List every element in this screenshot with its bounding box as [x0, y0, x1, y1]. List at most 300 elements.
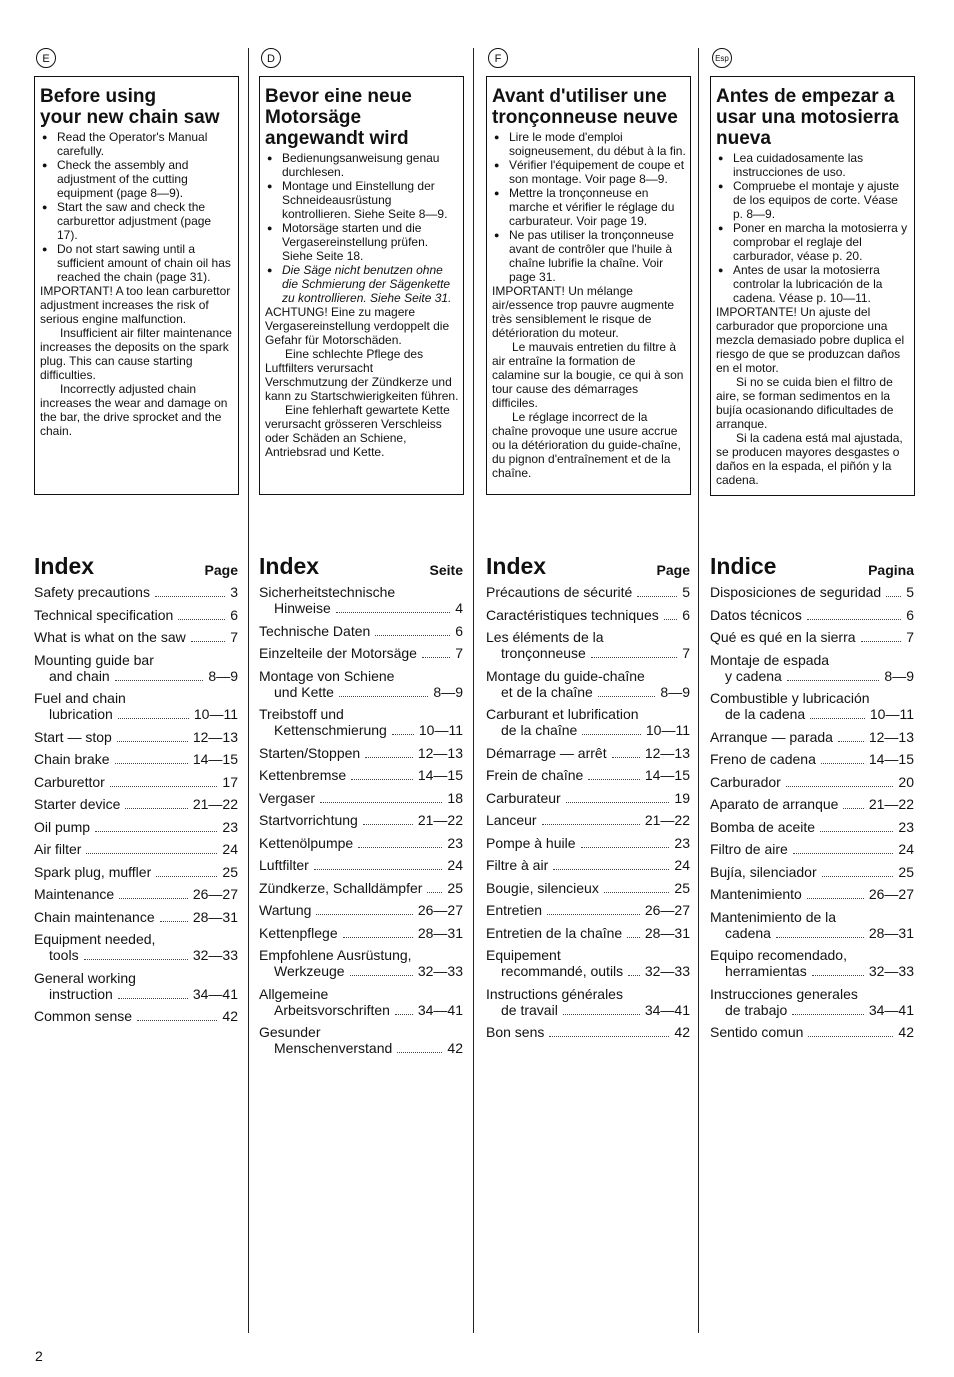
dot-leader: [807, 898, 864, 899]
checklist-item: ● Do not start sawing until a sufficient amount of chain oil has reached the chain (page 31).: [40, 242, 234, 284]
checklist-item: ● Vérifier l'équipement de coupe et son montage. Voir page 8—9.: [492, 158, 686, 186]
dot-leader: [838, 741, 864, 742]
dot-leader: [339, 696, 428, 697]
toc-entry-title: Précautions de sécurité: [486, 584, 633, 600]
toc-entry: [34, 841, 238, 857]
column-divider: [473, 48, 474, 1333]
language-badge: E: [36, 48, 56, 68]
toc-entry-page: 26—27: [192, 886, 238, 902]
dot-leader: [363, 824, 413, 825]
toc-entry: [259, 668, 463, 700]
language-column-e: [34, 48, 244, 1024]
dot-leader: [628, 975, 640, 976]
toc-entry: [486, 584, 690, 600]
toc-entry-title: Treibstoff und: [259, 706, 344, 722]
toc-entry-page: 14—15: [192, 751, 238, 767]
toc-entry-title: Common sense: [34, 1008, 133, 1024]
before-use-box: [486, 76, 691, 495]
toc-entry-page: 24: [447, 857, 463, 873]
toc-entry-page: 34—41: [868, 1001, 914, 1018]
dot-leader: [776, 937, 864, 938]
warning-paragraph: Si la cadena está mal ajustada, se producen mayores desgastes o daños en la espada, el piñón y la cadena.: [716, 431, 903, 487]
toc-entry: [34, 729, 238, 745]
dot-leader: [160, 921, 188, 922]
dot-leader: [110, 786, 218, 787]
box-title-line: nueva: [716, 128, 771, 149]
toc-entry-title: Carburant et lubrification: [486, 706, 639, 722]
toc-entry-page: 28—31: [192, 908, 238, 925]
toc-entry-title: Chain maintenance: [34, 908, 155, 925]
toc-entry-title: Allgemeine: [259, 985, 329, 1002]
box-title-line: angewandt wird: [265, 128, 409, 149]
language-column-esp: [710, 48, 920, 1040]
toc-entry-title: de trabajo: [725, 1001, 788, 1018]
toc-entry: [259, 1024, 463, 1056]
dot-leader: [843, 808, 863, 809]
toc-entry-page: 34—41: [417, 1001, 463, 1018]
toc-entry-page: 23: [447, 834, 463, 851]
toc-entry-title: Kettenschmierung: [274, 722, 387, 738]
dot-leader: [787, 680, 880, 681]
toc-entry: [34, 819, 238, 835]
warning-paragraph: Le réglage incorrect de la chaîne provoque une usure accrue ou la détérioration du guide-chaîne, du pignon d'entraînement et de la chaîne.: [492, 410, 681, 480]
checklist-item: ● Read the Operator's Manual carefully.: [40, 130, 234, 158]
toc-entry-title: Vergaser: [259, 789, 316, 806]
toc-entry-page: 8—9: [433, 683, 463, 700]
dot-leader: [117, 741, 188, 742]
toc-entry-title: Chain brake: [34, 751, 110, 767]
toc-entry-page: 25: [898, 863, 914, 880]
checklist-item: ● Antes de usar la motosierra controlar la lubricación de la cadena. Véase p. 10—11.: [716, 263, 910, 305]
dot-leader: [125, 808, 187, 809]
toc-entry-title: and chain: [49, 667, 110, 684]
warning-paragraph: ACHTUNG! Eine zu magere Vergasereinstellung verdoppelt die Gefahr für Motorschäden.: [265, 305, 450, 347]
toc-entry-page: 19: [674, 789, 690, 806]
checklist: [492, 130, 686, 284]
dot-leader: [664, 619, 677, 620]
dot-leader: [563, 1014, 640, 1015]
toc-entry-title: Sentido comun: [710, 1024, 804, 1040]
toc-entry: [486, 745, 690, 761]
toc-entry-page: 7: [682, 645, 690, 661]
toc-entry-title: Mounting guide bar: [34, 651, 154, 668]
table-of-contents: [710, 584, 914, 1047]
toc-entry-title: Safety precautions: [34, 584, 150, 600]
toc-entry: [486, 857, 690, 873]
toc-entry-page: 6: [682, 606, 690, 623]
dot-leader: [822, 876, 894, 877]
dot-leader: [118, 998, 188, 999]
dot-leader: [178, 619, 225, 620]
dot-leader: [375, 635, 450, 636]
checklist-item: ● Lire le mode d'emploi soigneusement, du début à la fin.: [492, 130, 686, 158]
dot-leader: [320, 802, 442, 803]
toc-entry: [486, 986, 690, 1018]
dot-leader: [191, 641, 225, 642]
before-use-box: [710, 76, 915, 496]
toc-entry: [710, 909, 914, 941]
dot-leader: [343, 937, 413, 938]
toc-entry: [259, 790, 463, 806]
toc-entry-title: Carburettor: [34, 773, 105, 790]
toc-entry: [710, 1024, 914, 1040]
toc-entry-page: 26—27: [868, 886, 914, 902]
dot-leader: [792, 1014, 864, 1015]
box-title-line: Motorsäge: [265, 107, 362, 128]
index-title: Index: [486, 553, 547, 579]
toc-entry: [34, 886, 238, 902]
toc-entry: [34, 774, 238, 790]
toc-entry-page: 25: [674, 879, 690, 896]
toc-entry-page: 3: [230, 584, 238, 600]
checklist-item: ● Montage und Einstellung der Schneideausrüstung kontrollieren. Siehe Seite 8—9.: [265, 179, 459, 221]
toc-entry-title: de la chaîne: [501, 722, 578, 738]
toc-entry-page: 21—22: [644, 812, 690, 828]
toc-entry: [259, 745, 463, 761]
toc-entry: [34, 690, 238, 722]
dot-leader: [351, 779, 413, 780]
toc-entry-page: 12—13: [644, 744, 690, 761]
toc-entry-title: Bon sens: [486, 1024, 545, 1040]
dot-leader: [137, 1020, 217, 1021]
language-badge: F: [488, 48, 508, 68]
toc-entry: [259, 986, 463, 1018]
toc-entry-title: Frein de chaîne: [486, 767, 584, 783]
toc-entry: [34, 1008, 238, 1024]
dot-leader: [627, 937, 640, 938]
toc-entry-page: 28—31: [868, 924, 914, 941]
toc-entry-title: Datos técnicos: [710, 606, 802, 623]
toc-entry: [710, 886, 914, 902]
toc-entry: [486, 629, 690, 661]
toc-entry-page: 34—41: [192, 985, 238, 1002]
toc-entry-title: Starten/Stoppen: [259, 744, 361, 761]
toc-entry-title: Bougie, silencieux: [486, 879, 599, 896]
warning-paragraph: Si no se cuida bien el filtro de aire, se forman sedimentos en la bujía ocasionando dificultades de arranque.: [716, 375, 894, 431]
toc-entry: [34, 652, 238, 684]
dot-leader: [397, 1052, 442, 1053]
toc-entry: [486, 880, 690, 896]
page-number: 2: [35, 1348, 43, 1364]
box-title-line: Before using: [40, 86, 157, 107]
toc-entry: [486, 812, 690, 828]
toc-entry-page: 6: [230, 606, 238, 623]
toc-entry-title: tronçonneuse: [501, 645, 586, 661]
toc-entry-page: 21—22: [868, 796, 914, 812]
toc-entry: [710, 690, 914, 722]
toc-entry-page: 14—15: [644, 767, 690, 783]
toc-entry-page: 32—33: [868, 963, 914, 979]
warning-paragraph: Le mauvais entretien du filtre à air entraîne la formation de calamine sur la bougie, ce qui à son tour cause des démarrages difficiles.: [492, 340, 684, 410]
toc-entry: [259, 857, 463, 873]
toc-entry-title: Equipo recomendado,: [710, 947, 847, 963]
box-title: [492, 86, 686, 128]
toc-entry-page: 7: [906, 629, 914, 645]
toc-entry-title: Start — stop: [34, 728, 112, 745]
index-header: [34, 554, 238, 580]
dot-leader: [549, 1036, 669, 1037]
toc-entry-page: 28—31: [644, 924, 690, 941]
toc-entry: [486, 835, 690, 851]
toc-entry: [259, 902, 463, 918]
toc-entry-title: Luftfilter: [259, 857, 309, 873]
toc-entry-page: 32—33: [417, 963, 463, 979]
toc-entry-page: 14—15: [417, 767, 463, 783]
checklist-item: ● Lea cuidadosamente las instrucciones de uso.: [716, 151, 910, 179]
warning-paragraph: Eine schlechte Pflege des Luftfilters verursacht Verschmutzung der Zündkerze und kann zu Startschwierigkeiten führen.: [265, 347, 459, 403]
toc-entry-title: Kettenölpumpe: [259, 834, 354, 851]
toc-entry-title: Combustible y lubricación: [710, 690, 870, 706]
toc-entry-title: Caractéristiques techniques: [486, 606, 659, 623]
toc-entry-title: Technical specification: [34, 606, 174, 623]
toc-entry-title: Pompe à huile: [486, 834, 576, 851]
toc-entry-title: y cadena: [725, 667, 782, 684]
checklist-item: ● Ne pas utiliser la tronçonneuse avant de contrôler que l'huile à chaîne lubrifie la chaîne. Voir page 31.: [492, 228, 686, 284]
dot-leader: [582, 734, 641, 735]
toc-entry: [710, 796, 914, 812]
toc-entry: [486, 607, 690, 623]
toc-entry-page: 10—11: [418, 722, 463, 738]
dot-leader: [422, 657, 450, 658]
toc-entry: [710, 986, 914, 1018]
dot-leader: [786, 786, 894, 787]
toc-entry-title: Oil pump: [34, 818, 91, 835]
dot-leader: [812, 975, 864, 976]
toc-entry: [710, 652, 914, 684]
toc-entry-title: Einzelteile der Motorsäge: [259, 645, 417, 661]
toc-entry-title: Lanceur: [486, 812, 537, 828]
toc-entry-title: recommandé, outils: [501, 963, 624, 979]
toc-entry: [259, 925, 463, 941]
toc-entry: [34, 607, 238, 623]
index-title: Indice: [710, 553, 777, 579]
dot-leader: [118, 718, 189, 719]
toc-entry-title: Spark plug, muffler: [34, 863, 152, 880]
toc-entry-page: 10—11: [193, 706, 238, 722]
toc-entry-title: instruction: [49, 985, 113, 1002]
toc-entry: [34, 584, 238, 600]
checklist-item: ● Motorsäge starten und die Vergasereinstellung prüfen. Siehe Seite 18.: [265, 221, 459, 263]
toc-entry-title: de travail: [501, 1001, 558, 1018]
box-title: [265, 86, 459, 149]
toc-entry-title: Hinweise: [274, 600, 331, 616]
toc-entry: [486, 668, 690, 700]
warning-paragraph: Incorrectly adjusted chain increases the wear and damage on the bar, the drive sprocket and the chain.: [40, 382, 228, 438]
toc-entry-page: 24: [674, 857, 690, 873]
page-column-label: Page: [204, 562, 238, 578]
toc-entry-page: 8—9: [884, 667, 914, 684]
toc-entry-title: Disposiciones de seguridad: [710, 584, 882, 600]
dot-leader: [314, 869, 443, 870]
dot-leader: [119, 898, 188, 899]
dot-leader: [581, 847, 670, 848]
toc-entry-title: Kettenpflege: [259, 924, 338, 941]
index-header: [486, 554, 690, 580]
box-title: [40, 86, 234, 128]
toc-entry-page: 26—27: [417, 902, 463, 918]
toc-entry: [259, 812, 463, 828]
toc-entry-page: 4: [455, 600, 463, 616]
toc-entry-page: 42: [222, 1008, 238, 1024]
toc-entry-title: Montage von Schiene: [259, 667, 395, 684]
toc-entry-title: Air filter: [34, 841, 82, 857]
toc-entry: [486, 790, 690, 806]
toc-entry-title: Technische Daten: [259, 622, 371, 639]
toc-entry-page: 28—31: [417, 924, 463, 941]
toc-entry-page: 12—13: [868, 728, 914, 745]
toc-entry-page: 7: [230, 629, 238, 645]
toc-entry-page: 12—13: [192, 728, 238, 745]
dot-leader: [598, 696, 656, 697]
toc-entry: [710, 584, 914, 600]
warning-paragraph: IMPORTANT! Un mélange air/essence trop pauvre augmente très sensiblement le risque de détérioration du moteur.: [492, 284, 675, 340]
dot-leader: [95, 831, 217, 832]
before-use-box: [259, 76, 464, 495]
toc-entry-title: Entretien: [486, 902, 543, 918]
dot-leader: [156, 876, 217, 877]
dot-leader: [84, 959, 188, 960]
toc-entry: [34, 796, 238, 812]
toc-entry-title: Démarrage — arrêt: [486, 744, 607, 761]
box-title-line: your new chain saw: [40, 107, 220, 128]
toc-entry: [710, 607, 914, 623]
toc-entry-page: 5: [682, 584, 690, 600]
toc-entry-title: Kettenbremse: [259, 767, 347, 783]
toc-entry-title: Fuel and chain: [34, 690, 126, 706]
toc-entry-title: Gesunder: [259, 1024, 321, 1040]
toc-entry-title: Maintenance: [34, 886, 115, 902]
index-title: Index: [259, 553, 320, 579]
toc-entry: [486, 902, 690, 918]
toc-entry: [34, 864, 238, 880]
toc-entry-title: Mantenimiento: [710, 886, 802, 902]
language-badge: D: [261, 48, 281, 68]
dot-leader: [604, 892, 670, 893]
toc-entry-page: 6: [906, 606, 914, 623]
toc-entry-title: Mantenimiento de la: [710, 908, 837, 925]
toc-entry-page: 5: [906, 584, 914, 600]
toc-entry: [710, 947, 914, 979]
toc-entry-title: Carburador: [710, 773, 781, 790]
toc-entry-title: cadena: [725, 924, 771, 941]
toc-entry-page: 42: [898, 1024, 914, 1040]
checklist: [716, 151, 910, 305]
toc-entry-title: Zündkerze, Schalldämpfer: [259, 879, 423, 896]
dot-leader: [793, 853, 894, 854]
toc-entry-title: Montage du guide-chaîne: [486, 667, 645, 684]
toc-entry: [34, 931, 238, 963]
toc-entry-title: What is what on the saw: [34, 629, 186, 645]
dot-leader: [86, 853, 217, 854]
toc-entry: [486, 925, 690, 941]
toc-entry-title: Bujía, silenciador: [710, 863, 817, 880]
toc-entry: [34, 909, 238, 925]
toc-entry-title: Bomba de aceite: [710, 818, 816, 835]
dot-leader: [365, 757, 413, 758]
dot-leader: [886, 596, 901, 597]
toc-entry-page: 20: [898, 773, 914, 790]
toc-entry-title: lubrication: [49, 706, 113, 722]
toc-entry-title: Filtro de aire: [710, 841, 788, 857]
dot-leader: [395, 1014, 413, 1015]
toc-entry-title: de la cadena: [725, 706, 806, 722]
toc-entry: [486, 1024, 690, 1040]
toc-entry: [259, 880, 463, 896]
box-title-line: usar una motosierra: [716, 107, 899, 128]
toc-entry: [710, 819, 914, 835]
toc-entry: [34, 751, 238, 767]
toc-entry-page: 42: [447, 1040, 463, 1056]
toc-entry-page: 21—22: [192, 796, 238, 812]
table-of-contents: [259, 584, 463, 1063]
toc-entry-title: Empfohlene Ausrüstung,: [259, 947, 412, 963]
toc-entry-page: 42: [674, 1024, 690, 1040]
language-column-f: [486, 48, 696, 1040]
toc-entry-page: 23: [222, 818, 238, 835]
toc-entry-title: Menschenverstand: [274, 1040, 393, 1056]
toc-entry-title: Equipment needed,: [34, 931, 156, 947]
toc-entry-page: 10—11: [645, 722, 690, 738]
warning-paragraph: Eine fehlerhaft gewartete Kette verursacht grösseren Verschleiss oder Schäden an Schiene, Antriebsrad und Kette.: [265, 403, 450, 459]
toc-entry: [486, 767, 690, 783]
toc-entry: [259, 645, 463, 661]
dot-leader: [350, 975, 413, 976]
toc-entry-page: 8—9: [208, 667, 238, 684]
toc-entry-title: Instrucciones generales: [710, 985, 858, 1002]
toc-entry-page: 6: [455, 622, 463, 639]
box-title-line: Bevor eine neue: [265, 86, 412, 107]
toc-entry: [259, 584, 463, 616]
toc-entry-page: 23: [898, 818, 914, 835]
box-title: [716, 86, 910, 149]
toc-entry-page: 32—33: [192, 947, 238, 963]
toc-entry: [710, 729, 914, 745]
toc-entry: [710, 774, 914, 790]
box-title-line: Antes de empezar a: [716, 86, 895, 107]
dot-leader: [637, 596, 677, 597]
checklist-item: ● Die Säge nicht benutzen ohne die Schmierung der Sägenkette zu kontrollieren. Siehe Seite 31.: [265, 263, 459, 305]
box-title-line: Avant d'utiliser une: [492, 86, 667, 107]
toc-entry: [259, 947, 463, 979]
toc-entry: [710, 864, 914, 880]
dot-leader: [566, 802, 670, 803]
index-title: Index: [34, 553, 95, 579]
page-column-label: Seite: [429, 562, 463, 578]
toc-entry: [259, 835, 463, 851]
dot-leader: [588, 779, 640, 780]
warning-paragraph: Insufficient air filter maintenance increases the deposits on the spark plug. This can cause starting difficulties.: [40, 326, 232, 382]
dot-leader: [861, 641, 902, 642]
index-header: [259, 554, 463, 580]
toc-entry-page: 32—33: [644, 963, 690, 979]
toc-entry-title: und Kette: [274, 683, 334, 700]
toc-entry-page: 24: [222, 841, 238, 857]
checklist-item: ● Bedienungsanweisung genau durchlesen.: [265, 151, 459, 179]
dot-leader: [591, 657, 677, 658]
checklist: [40, 130, 234, 284]
page-column-label: Page: [656, 562, 690, 578]
dot-leader: [821, 763, 864, 764]
toc-entry-title: Aparato de arranque: [710, 796, 839, 812]
checklist-item: ● Check the assembly and adjustment of the cutting equipment (page 8—9).: [40, 158, 234, 200]
dot-leader: [547, 914, 640, 915]
dot-leader: [820, 831, 893, 832]
toc-entry-title: Arbeitsvorschriften: [274, 1001, 390, 1018]
toc-entry-title: Arranque — parada: [710, 728, 833, 745]
dot-leader: [336, 612, 450, 613]
dot-leader: [808, 1036, 893, 1037]
toc-entry-title: Montaje de espada: [710, 651, 830, 668]
